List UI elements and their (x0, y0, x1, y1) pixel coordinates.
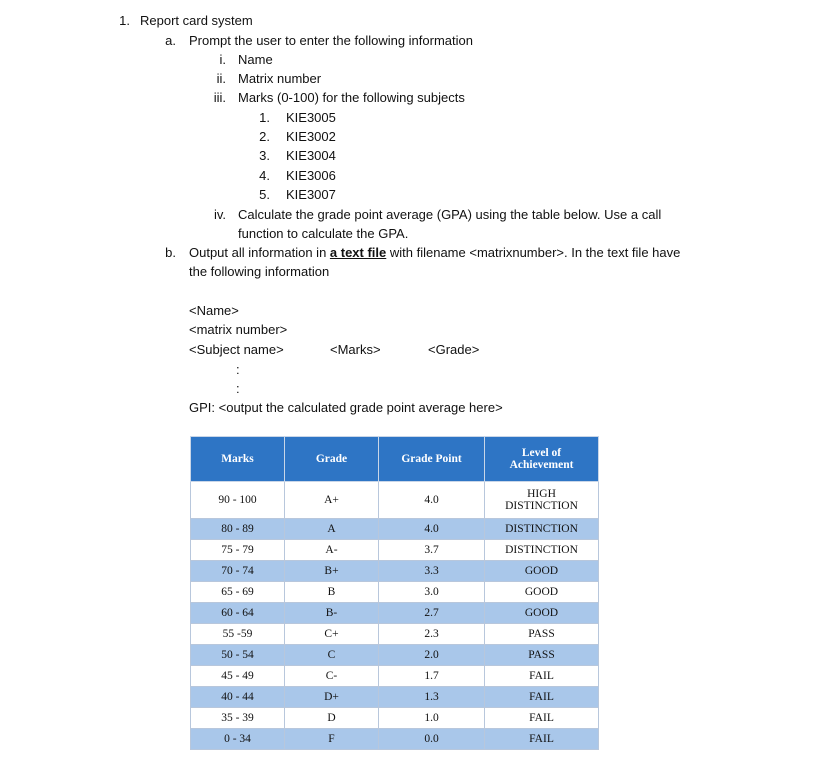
cell-level: GOOD (485, 582, 599, 603)
cell-grade: B+ (285, 561, 379, 582)
item-i-text: Name (238, 52, 273, 67)
cell-level: GOOD (485, 561, 599, 582)
subject-1-code: KIE3005 (286, 110, 336, 125)
qa-number: a. (165, 33, 176, 48)
item-ii-number: ii. (216, 71, 226, 86)
template-grade: <Grade> (428, 342, 480, 357)
item-iv-number: iv. (213, 207, 226, 222)
table-row (191, 687, 599, 708)
cell-grade: B- (285, 603, 379, 624)
subject-3-code: KIE3004 (286, 148, 336, 163)
grade-table (190, 436, 599, 750)
q1-number: 1. (119, 13, 130, 28)
table-row (191, 561, 599, 582)
subject-2-code: KIE3002 (286, 129, 336, 144)
cell-level: FAIL (485, 708, 599, 729)
item-iv-line1: Calculate the grade point average (GPA) using the table below. Use a call (238, 207, 662, 222)
subject-4-number: 4. (259, 168, 270, 183)
table-row (191, 519, 599, 540)
qb-line1 (189, 245, 680, 261)
subject-3-number: 3. (259, 148, 270, 163)
cell-grade-point: 4.0 (379, 519, 485, 540)
cell-marks: 55 -59 (191, 624, 285, 645)
cell-grade-point: 3.7 (379, 540, 485, 561)
table-row (191, 582, 599, 603)
template-subject: <Subject name> (189, 342, 284, 357)
table-row (191, 708, 599, 729)
grade-table-header (191, 437, 599, 482)
cell-marks: 70 - 74 (191, 561, 285, 582)
header-marks: Marks (191, 437, 285, 482)
template-dots-1: : (236, 362, 240, 377)
cell-marks: 65 - 69 (191, 582, 285, 603)
cell-grade: C (285, 645, 379, 666)
header-grade: Grade (285, 437, 379, 482)
cell-level: PASS (485, 645, 599, 666)
cell-grade-point: 2.7 (379, 603, 485, 624)
template-dots-2: : (236, 381, 240, 396)
cell-grade-point: 3.3 (379, 561, 485, 582)
template-gpi: GPI: <output the calculated grade point average here> (189, 400, 503, 415)
cell-grade: A- (285, 540, 379, 561)
cell-grade-point: 2.0 (379, 645, 485, 666)
subject-2-number: 2. (259, 129, 270, 144)
cell-marks: 40 - 44 (191, 687, 285, 708)
cell-grade-point: 4.0 (379, 482, 485, 519)
cell-marks: 80 - 89 (191, 519, 285, 540)
cell-grade: A (285, 519, 379, 540)
cell-level (485, 482, 599, 519)
cell-grade-point: 3.0 (379, 582, 485, 603)
header-level (485, 437, 599, 482)
table-row (191, 624, 599, 645)
item-iii-text: Marks (0-100) for the following subjects (238, 90, 465, 105)
item-ii-text: Matrix number (238, 71, 322, 86)
qb-line2: the following information (189, 264, 330, 279)
subject-5-code: KIE3007 (286, 187, 336, 202)
cell-level: FAIL (485, 666, 599, 687)
cell-level: FAIL (485, 729, 599, 750)
table-row (191, 603, 599, 624)
item-i-number: i. (219, 52, 226, 67)
table-row (191, 645, 599, 666)
cell-marks: 60 - 64 (191, 603, 285, 624)
cell-level: PASS (485, 624, 599, 645)
cell-marks: 75 - 79 (191, 540, 285, 561)
header-level-line2: Achievement (509, 459, 574, 471)
item-iii-number: iii. (213, 90, 226, 105)
table-row (191, 482, 599, 519)
cell-grade-point: 0.0 (379, 729, 485, 750)
cell-grade: D+ (285, 687, 379, 708)
qa-text: Prompt the user to enter the following information (189, 33, 473, 48)
table-row (191, 729, 599, 750)
qb-post: with filename <matrixnumber>. In the text file have (386, 245, 681, 260)
cell-marks: 45 - 49 (191, 666, 285, 687)
cell-marks: 35 - 39 (191, 708, 285, 729)
table-row (191, 540, 599, 561)
cell-grade-point: 1.0 (379, 708, 485, 729)
cell-grade: F (285, 729, 379, 750)
qb-number: b. (165, 245, 176, 260)
header-grade-point: Grade Point (379, 437, 485, 482)
cell-grade: C- (285, 666, 379, 687)
subject-4-code: KIE3006 (286, 168, 336, 183)
subject-5-number: 5. (259, 187, 270, 202)
cell-grade: B (285, 582, 379, 603)
subject-1-number: 1. (259, 110, 270, 125)
cell-grade-point: 1.3 (379, 687, 485, 708)
cell-grade-point: 2.3 (379, 624, 485, 645)
cell-level: DISTINCTION (485, 540, 599, 561)
cell-grade: D (285, 708, 379, 729)
cell-level-line2: DISTINCTION (505, 500, 578, 512)
template-marks: <Marks> (330, 342, 381, 357)
cell-level: DISTINCTION (485, 519, 599, 540)
q1-title: Report card system (140, 13, 253, 28)
cell-grade: C+ (285, 624, 379, 645)
item-iv-line2: function to calculate the GPA. (238, 226, 409, 241)
header-level-line1: Level of (521, 447, 562, 459)
cell-marks: 90 - 100 (191, 482, 285, 519)
text-file-link: a text file (329, 245, 387, 260)
qb-pre: Output all information in (189, 245, 330, 260)
cell-level: GOOD (485, 603, 599, 624)
cell-grade-point: 1.7 (379, 666, 485, 687)
template-name: <Name> (189, 303, 239, 318)
template-matrix: <matrix number> (189, 322, 288, 337)
cell-grade: A+ (285, 482, 379, 519)
cell-level-line1: HIGH (527, 488, 556, 500)
table-row (191, 666, 599, 687)
cell-marks: 0 - 34 (191, 729, 285, 750)
cell-marks: 50 - 54 (191, 645, 285, 666)
cell-level: FAIL (485, 687, 599, 708)
